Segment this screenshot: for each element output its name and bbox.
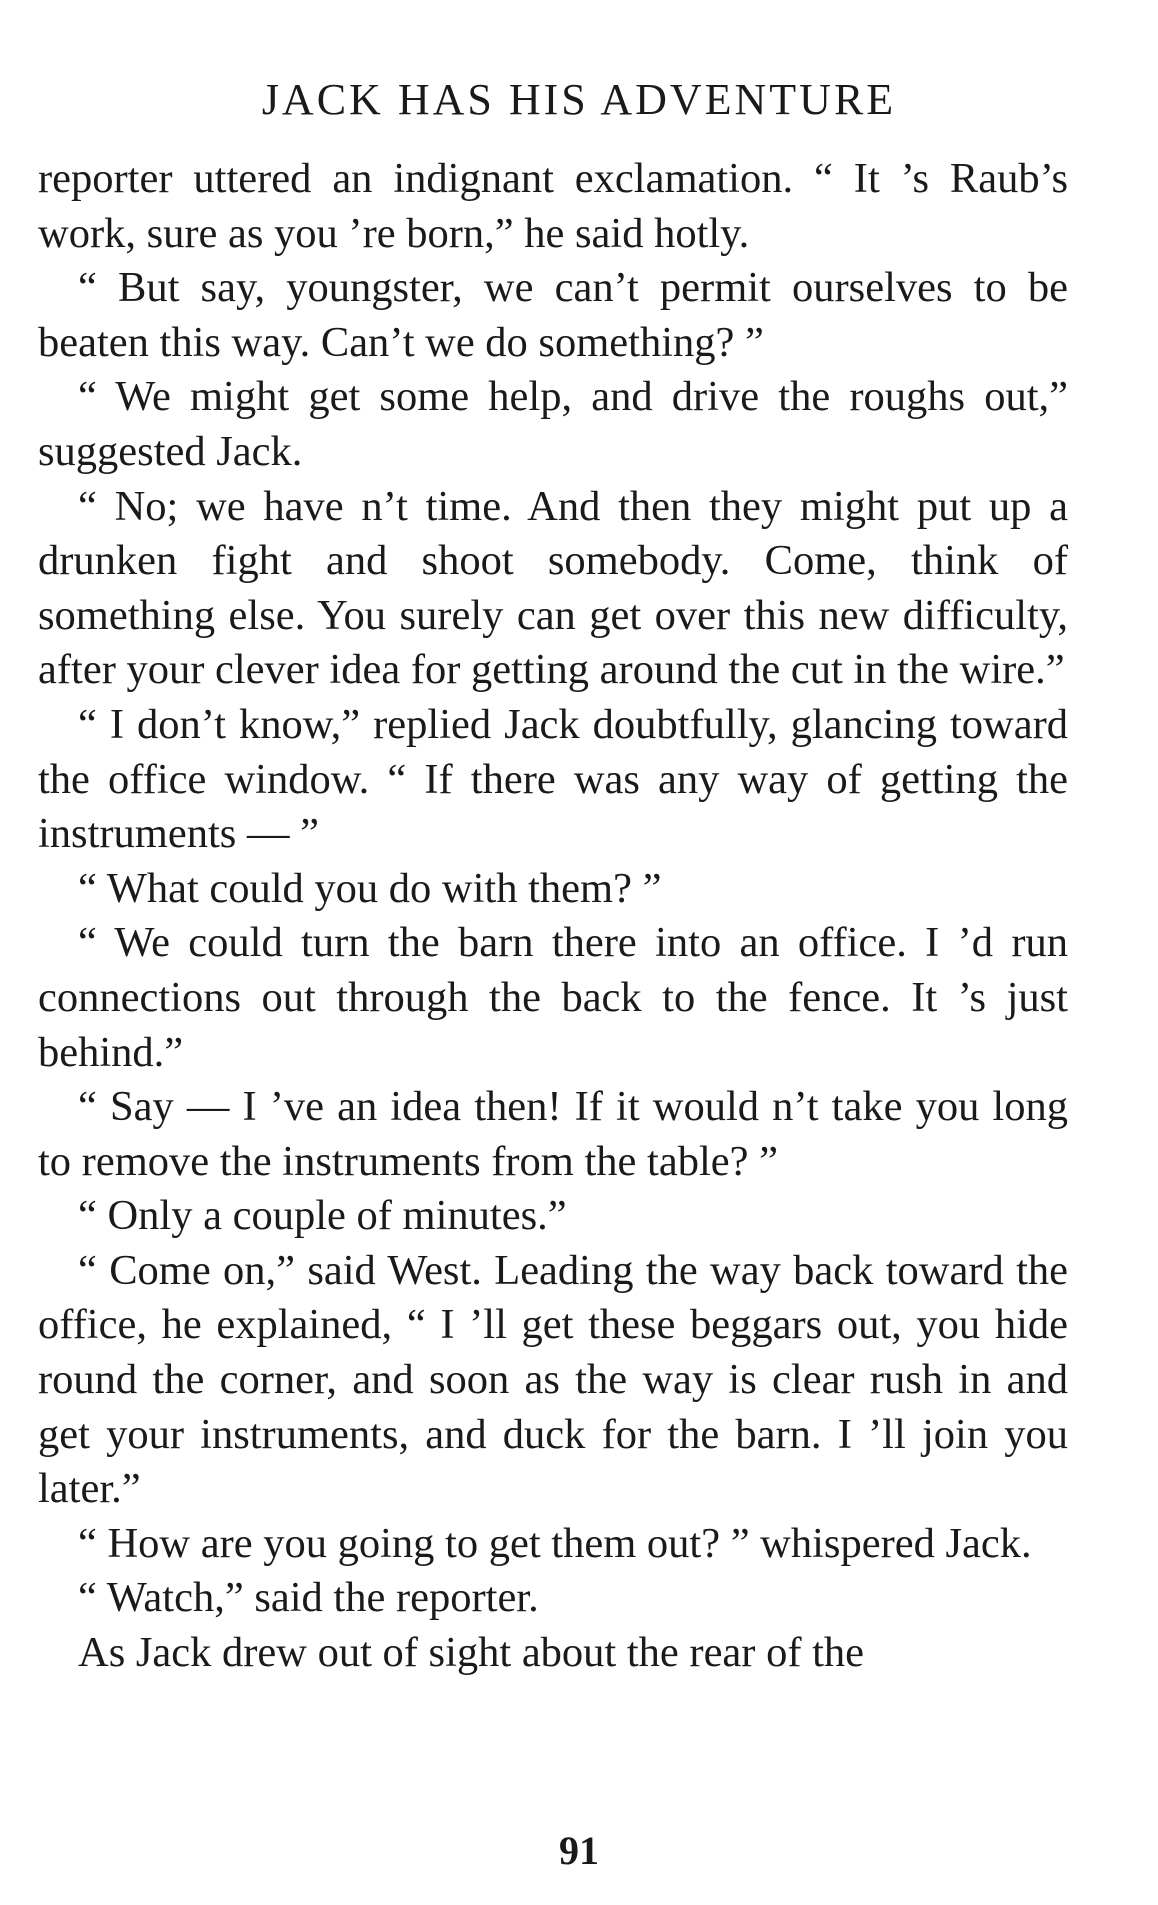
- paragraph: “ But say, youngster, we can’t permit ourselves to be beaten this way. Can’t we do something? ”: [38, 264, 1068, 366]
- paragraph: “ How are you going to get them out? ” whispered Jack.: [78, 1519, 1032, 1567]
- paragraph: “ Come on,” said West. Leading the way back toward the office, he explained, “ I ’ll get these beggars out, you hide round the corner, and soon as the way is clear rush in and get your instruments, and duck for the barn. I ’ll join you later.”: [38, 1246, 1068, 1513]
- paragraph: “ Watch,” said the reporter.: [78, 1574, 539, 1622]
- paragraph: “ I don’t know,” replied Jack doubtfully, glancing toward the office window. “ If there was any way of getting the instruments — ”: [38, 700, 1068, 858]
- paragraph: “ We might get some help, and drive the roughs out,” suggested Jack.: [38, 373, 1068, 475]
- paragraph: “ Say — I ’ve an idea then! If it would n’t take you long to remove the instruments from the table? ”: [38, 1083, 1068, 1185]
- paragraph: “ What could you do with them? ”: [78, 864, 662, 912]
- paragraph: “ No; we have n’t time. And then they might put up a drunken fight and shoot somebody. Come, think of something else. You surely can get over this new difficulty, after your clever idea for getting around the cut in the wire.”: [38, 482, 1068, 694]
- paragraph: As Jack drew out of sight about the rear of the: [78, 1629, 865, 1677]
- page-number: 91: [559, 1828, 599, 1873]
- paragraph: “ We could turn the barn there into an office. I ’d run connections out through the back to the fence. It ’s just behind.”: [38, 919, 1068, 1076]
- paragraph: reporter uttered an indignant exclamation. “ It ’s Raub’s work, sure as you ’re born,” he said hotly.: [38, 155, 1068, 257]
- paragraph: “ Only a couple of minutes.”: [78, 1192, 567, 1240]
- body-text: [38, 152, 1068, 1681]
- running-head: JACK HAS HIS ADVENTURE: [261, 75, 897, 124]
